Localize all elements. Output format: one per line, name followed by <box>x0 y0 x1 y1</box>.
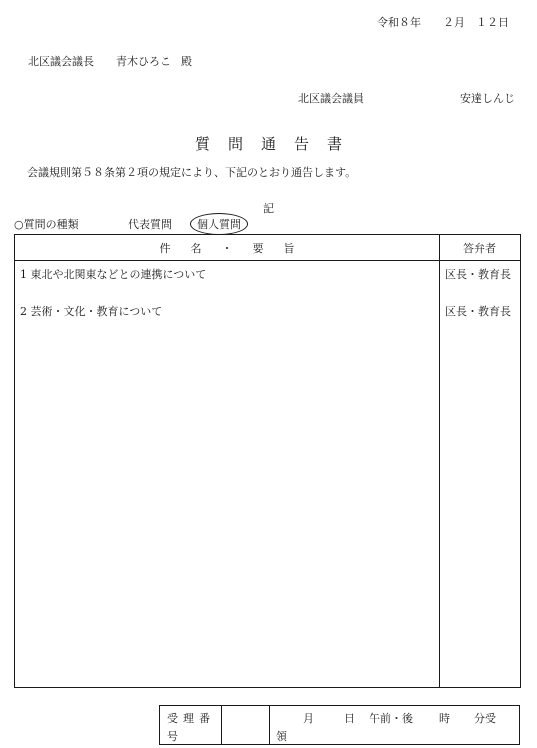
question-item-answerer: 区長・教育長 <box>445 305 511 318</box>
subject-header-char: 件 <box>159 242 171 255</box>
receipt-box <box>159 705 520 745</box>
subject-header <box>15 240 439 256</box>
receipt-label-cell <box>160 706 222 744</box>
subject-header-char: 旨 <box>283 242 295 255</box>
sender-name: 安達しんじ <box>460 92 515 105</box>
sender-title: 北区議会議員 <box>298 92 364 105</box>
receipt-received: 領 <box>276 730 287 743</box>
receipt-day: 日 <box>344 712 355 725</box>
question-table <box>14 234 521 688</box>
question-item-answerer: 区長・教育長 <box>445 268 511 281</box>
question-type-row <box>14 216 241 232</box>
receipt-ampm: 午前・後 <box>369 712 413 725</box>
receipt-hour: 時 <box>439 712 450 725</box>
addressee-name: 青木ひろこ <box>116 55 171 68</box>
receipt-number-cell <box>222 706 270 744</box>
intro-text: 会議規則第５８条第２項の規定により、下記のとおり通告します。 <box>27 166 357 179</box>
subject-header-char: 要 <box>252 242 264 255</box>
subject-header-char: 名 <box>190 242 202 255</box>
question-type-label: ○質問の種類 <box>14 218 79 231</box>
question-type-option-representative: 代表質問 <box>128 218 172 231</box>
answerer-header: 答弁者 <box>463 242 496 255</box>
receipt-label-top: 受理番 <box>167 712 215 725</box>
table-column-divider <box>439 235 440 687</box>
addressee-title: 北区議会議長 <box>28 55 94 68</box>
addressee <box>28 53 192 69</box>
subject-header-char: ・ <box>221 242 233 255</box>
submission-date: 令和８年 ２月 １２日 <box>377 16 509 29</box>
receipt-month: 月 <box>303 712 314 725</box>
question-type-option-individual-selected: 個人質問 <box>190 213 248 235</box>
addressee-honorific: 殿 <box>181 55 192 68</box>
ki-marker: 記 <box>263 202 274 215</box>
receipt-label-bottom: 号 <box>167 730 178 743</box>
question-item-subject: 1 東北や北関東などとの連携について <box>20 268 207 281</box>
question-item-subject: 2 芸術・文化・教育について <box>20 305 163 318</box>
receipt-minute: 分受 <box>474 712 496 725</box>
document-title: 質問通告書 <box>194 135 360 153</box>
receipt-time-text <box>303 710 496 726</box>
table-header-divider <box>15 260 520 261</box>
